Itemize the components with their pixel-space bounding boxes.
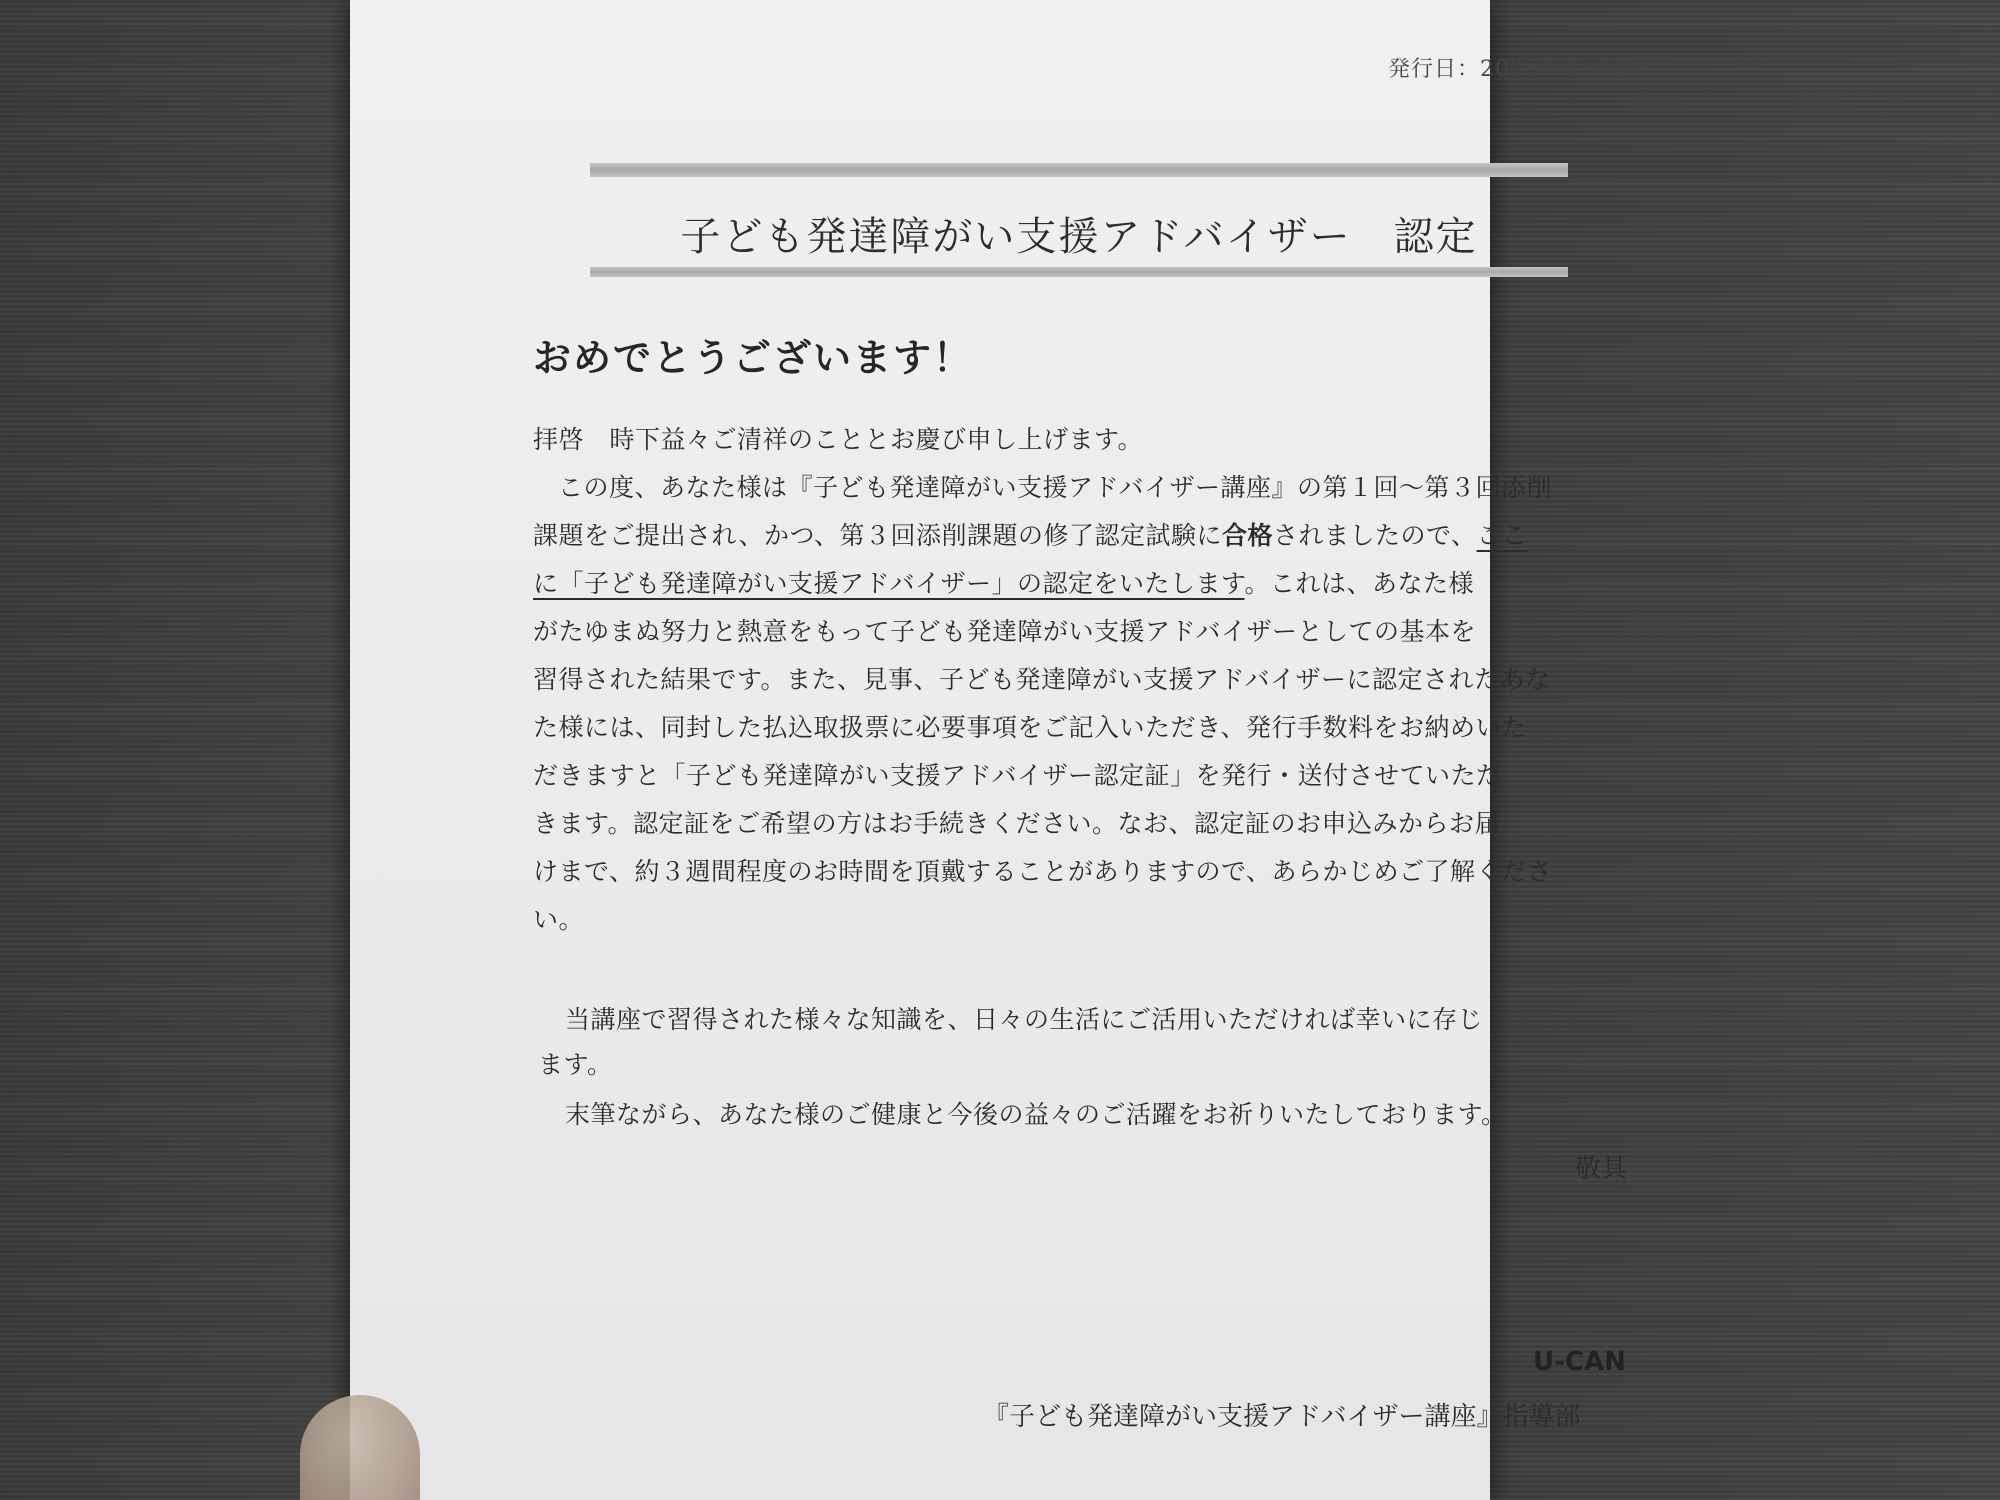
body-line-6: た様には、同封した払込取扱票に必要事項をご記入いただき、発行手数料をお納めいた [533,713,1527,742]
title-banner [590,163,1568,279]
title-bar-top [590,163,1568,177]
certification-statement-underlined: に「子ども発達障がい支援アドバイザー」の認定をいたします [533,569,1245,598]
congratulations-heading: おめでとうございます！ [533,336,974,380]
body-line-4: がたゆまぬ努力と熱意をもって子ども発達障がい支援アドバイザーとしての基本を [533,617,1477,646]
body-line-10: い。 [533,905,585,934]
closing-keigu: 敬具 [1575,1154,1628,1184]
body-para2-line-2: ます。 [538,1050,613,1079]
body-line-8: きます。認定証をご希望の方はお手続きください。なお、認定証のお申込みからお届 [533,809,1501,838]
body-line-2 [533,516,1528,552]
body-line-3-text-b: 。これは、あなた様 [1244,569,1475,598]
body-line-9: けまで、約３週間程度のお時間を頂戴することがありますので、あらかじめご了解くださ [533,857,1553,886]
greeting-line: 拝啓 時下益々ご清祥のこととお慶び申し上げます。 [533,425,1144,454]
body-line-2-text-a: 課題をご提出され、かつ、第３回添削課題の修了認定試験に [533,521,1223,550]
body-para2-line-1: 当講座で習得された様々な知識を、日々の生活にご活用いただければ幸いに存じ [565,1005,1484,1034]
document-title: 子ども発達障がい支援アドバイザー 認定 [680,214,1478,260]
issue-date: 発行日：2025年8月18日 [1388,57,1654,82]
body-line-1: この度、あなた様は『子ども発達障がい支援アドバイザー講座』の第１回～第３回添削 [558,473,1553,502]
department-name: 『子ども発達障がい支援アドバイザー講座』指導部 [983,1402,1581,1432]
body-para3-line: 末筆ながら、あなた様のご健康と今後の益々のご活躍をお祈りいたしております。 [565,1100,1507,1129]
passed-emphasis: 合格 [1222,521,1274,550]
body-line-2-text-c: されましたので、 [1273,521,1477,550]
title-bar-bottom [590,267,1568,277]
body-line-7: だきますと「子ども発達障がい支援アドバイザー認定証」を発行・送付させていただ [533,761,1502,790]
body-line-2-underlined: ここ [1476,521,1528,550]
company-name: U-CAN [1533,1347,1626,1377]
body-line-3 [533,564,1474,600]
body-line-5: 習得された結果です。また、見事、子ども発達障がい支援アドバイザーに認定されたあな [533,665,1551,694]
